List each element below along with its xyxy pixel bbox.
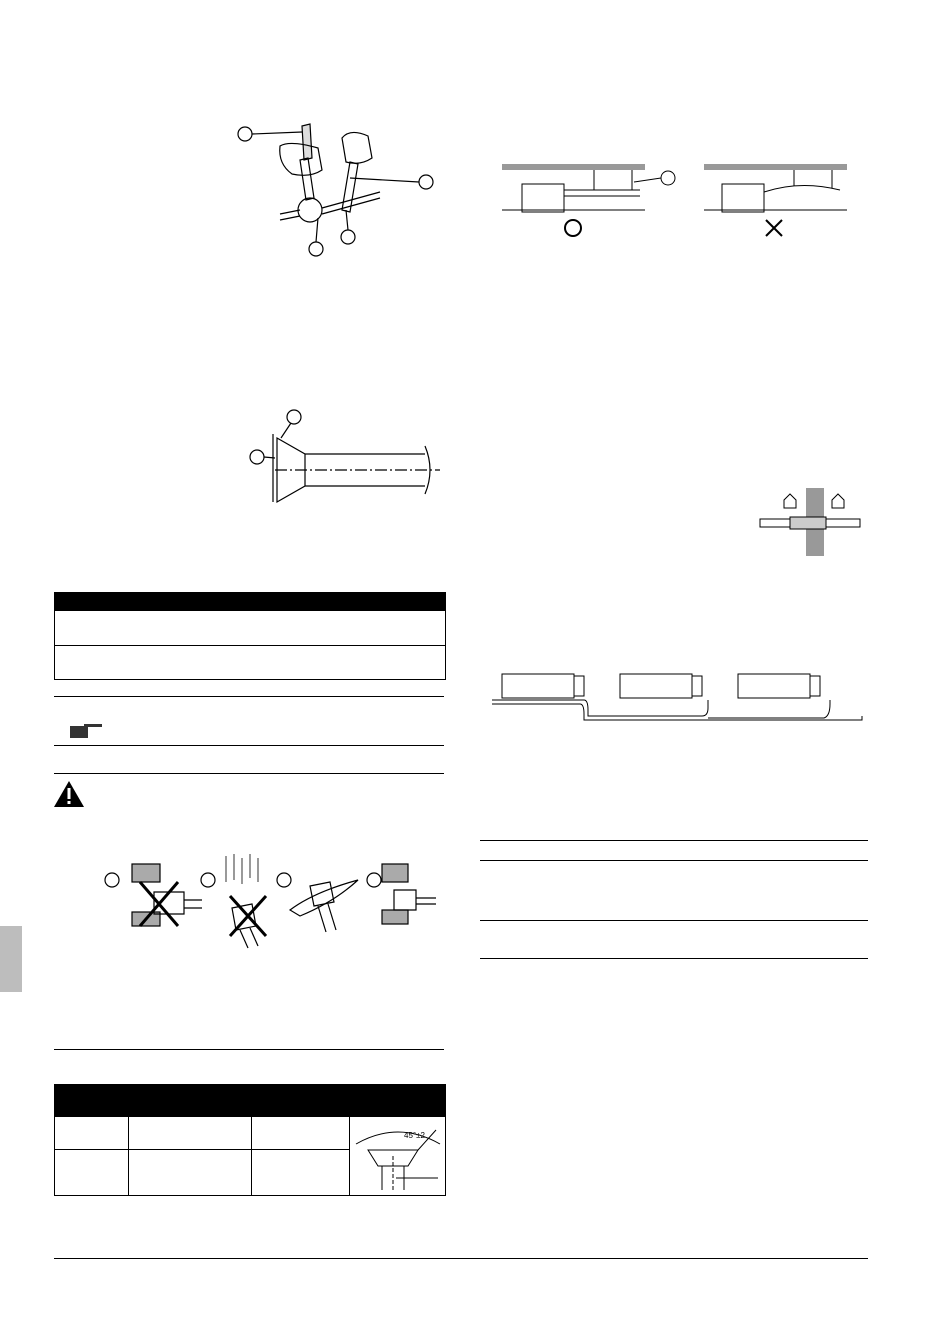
table-header bbox=[55, 1085, 445, 1117]
table-header bbox=[55, 593, 445, 611]
wrench-figure bbox=[230, 118, 440, 268]
note-rule-bottom bbox=[54, 745, 444, 746]
wall-penetration-figure bbox=[760, 488, 860, 558]
angle-label: 45°±2 bbox=[404, 1131, 425, 1140]
spec-table-1 bbox=[54, 592, 446, 680]
warning-rule bbox=[54, 773, 444, 774]
multi-unit-figure bbox=[488, 668, 866, 734]
note-rule-top bbox=[54, 696, 444, 697]
right-table-row2 bbox=[480, 920, 868, 921]
col-divider bbox=[251, 1085, 252, 1195]
table-divider bbox=[55, 1149, 349, 1150]
section-rule-left bbox=[54, 1049, 444, 1050]
right-table-row1 bbox=[480, 860, 868, 861]
indoor-house-icon bbox=[784, 494, 796, 508]
side-tab bbox=[0, 926, 22, 992]
right-table-top bbox=[480, 840, 868, 841]
outdoor-house-icon bbox=[832, 494, 844, 508]
damage-figures bbox=[104, 852, 444, 952]
col-divider bbox=[128, 1085, 129, 1195]
table-divider bbox=[55, 645, 445, 646]
right-table-bottom bbox=[480, 958, 868, 959]
ceiling-pipe-figure bbox=[500, 160, 850, 240]
flare-angle-diagram bbox=[352, 1120, 442, 1192]
footer-rule bbox=[54, 1258, 868, 1259]
flare-pipe-figure bbox=[245, 410, 445, 505]
warning-triangle-icon bbox=[53, 780, 85, 808]
pointing-hand-icon bbox=[68, 722, 104, 740]
col-divider bbox=[349, 1117, 350, 1195]
